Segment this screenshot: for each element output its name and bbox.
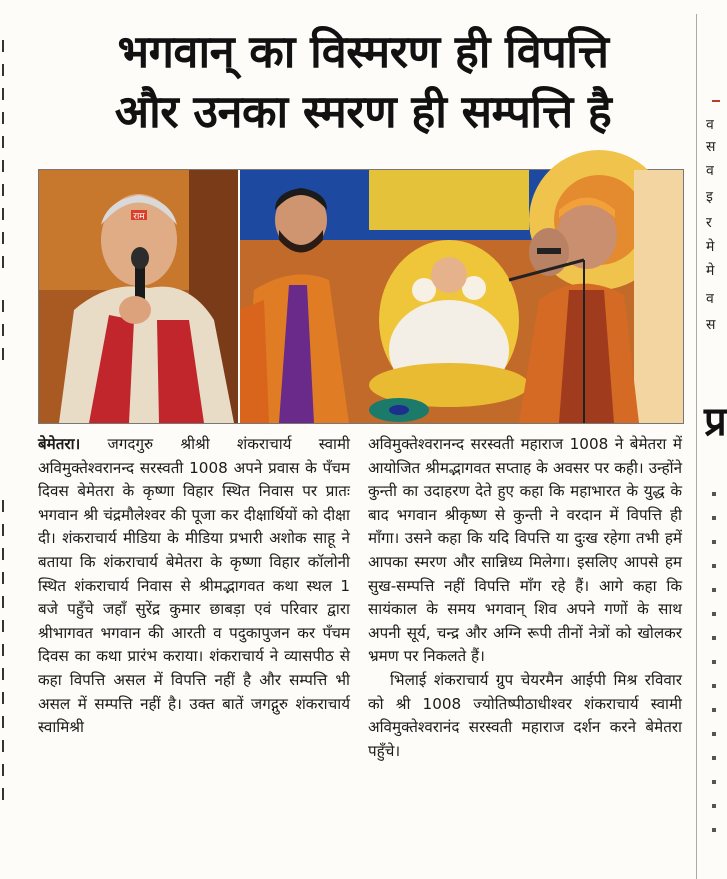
headline-line-2: और उनका स्मरण ही सम्पत्ति है [114,85,612,138]
article-photo [38,169,684,424]
adjacent-glyph: मे [706,263,715,279]
article-column-2 [368,433,682,763]
adjacent-glyph: र [706,215,712,231]
adjacent-glyph: व [706,291,714,307]
adjacent-glyph: स [706,317,716,333]
article-col2-paragraph-1: अविमुक्तेश्वरानन्द सरस्वती महाराज 1008 ने बेमेतरा में आयोजित श्रीमद्भागवत सप्ताह के अवसर पर कही। उन्होंने कुन्ती का उदाहरण देते हुए कहा कि महाभारत के युद्ध के बाद भगवान श्रीकृष्ण से कुन्ती ने वरदान में विपत्ति ही माँगा। उसने कहा कि यदि विपत्ति या दुःख रहेगा तभी हमें आपका स्मरण और सान्निध्य मिलेगा। इसलिए आपसे हम सुख-सम्पत्ति नहीं विपत्ति माँग रहे हैं। आगे कहा कि सायंकाल के समय भगवान् शिव अपने गणों के साथ अपनी सूर्य, चन्द्र और अग्नि रूपी तीनों नेत्रों को खोलकर भ्रमण पर निकलते हैं। [368,435,682,666]
adjacent-column-left [0,0,16,879]
adjacent-glyph: इ [706,189,713,205]
article-col2-paragraph-2: भिलाई शंकराचार्य ग्रुप चेयरमैन आईपी मिश्र रविवार को श्री 1008 ज्योतिष्पीठाधीश्वर शंकराचार्य स्वामी अविमुक्तेश्वरानंद सरस्वती महाराज दर्शन करने बेमेतरा पहुँचे। [368,670,682,760]
headline-line-1: भगवान् का विस्मरण ही विपत्ति [117,25,609,78]
adjacent-column-right [694,0,727,879]
adjacent-glyph: स [706,139,716,155]
adjacent-big-glyph: प्र [704,399,727,445]
shawl-text: राम [133,212,145,222]
headline [38,22,688,142]
article-col1-text: जगदगुरु श्रीश्री शंकराचार्य स्वामी अविमुक्तेश्वरानन्द सरस्वती 1008 अपने प्रवास के पँचम दिवस बेमेतरा के कृष्णा विहार स्थित निवास पर प्रातः भगवान श्री चंद्रमौलेश्वर की पूजा कर दीक्षार्थियों को दीक्षा दी। शंकराचार्य मीडिया के मीडिया प्रभारी अशोक साहू ने बताया कि शंकराचार्य बेमेतरा के कृष्णा विहार कॉलोनी स्थित शंकराचार्य निवास से श्रीमद्भागवत कथा स्थल 1 बजे पहुँचे जहाँ सुरेंद्र कुमार छाबड़ा एवं परिवार द्वारा श्रीभागवत भगवान की आरती व पदुकापुजन कर पँचम दिवस का कथा प्रारंभ कराया। शंकराचार्य ने व्यासपीठ से कहा विपत्ति असल में विपत्ति नहीं है और सम्पत्ति भी असल में सम्पत्ति नहीं है। उक्त बातें जगद्गुरु शंकराचार्य स्वामिश्री [38,435,350,737]
adjacent-glyph: व [706,163,714,179]
article-column-1 [38,433,350,740]
dateline: बेमेतरा। [38,435,81,453]
adjacent-glyph: मे [706,239,715,255]
adjacent-glyph: व [706,117,714,133]
